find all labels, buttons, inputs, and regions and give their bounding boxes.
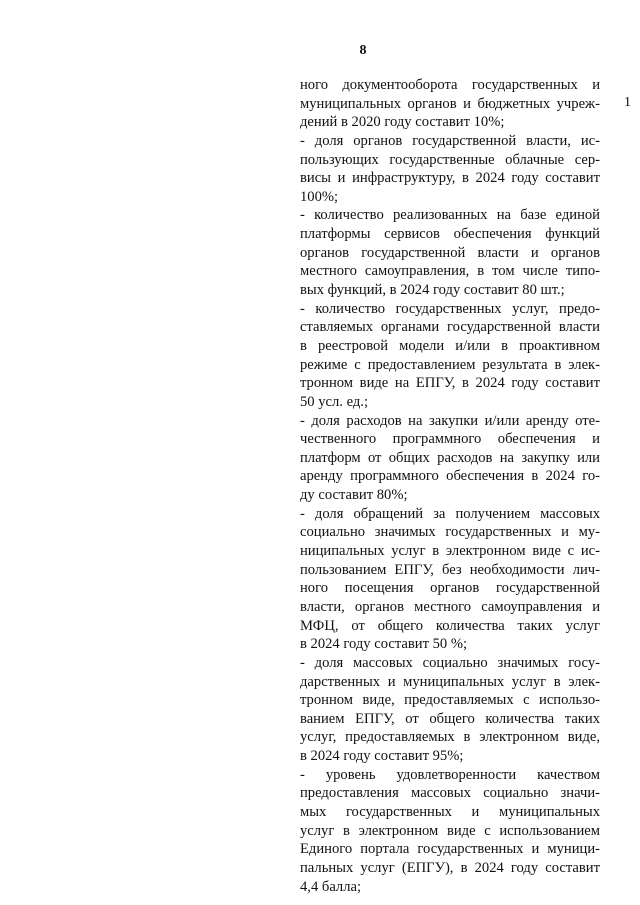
- text-line: ниципальных услуг в электронном виде с ис-: [300, 543, 600, 560]
- text-line: - уровень удовлетворенности качеством: [300, 766, 600, 783]
- text-line: ставляемых органами государственной власти: [300, 319, 600, 336]
- text-line: - количество реализованных на базе единой: [300, 207, 600, 224]
- text-line: тронном виде, предоставляемых с использо-: [300, 692, 600, 709]
- text-line: предоставления массовых социально значи-: [300, 785, 600, 802]
- text-line: ванием ЕПГУ, от общего количества таких: [300, 710, 600, 727]
- text-line: местного самоуправления, в том числе типо-: [300, 263, 600, 280]
- text-line: тронном виде на ЕПГУ, в 2024 году составит: [300, 375, 600, 392]
- text-column: [300, 76, 600, 896]
- text-line: аренду программного обеспечения в 2024 го-: [300, 468, 600, 485]
- text-line: в 2024 году составит 50 %;: [300, 636, 468, 653]
- text-line: власти, органов местного самоуправления и: [300, 598, 600, 615]
- text-line: МФЦ, от общего количества таких услуг: [300, 617, 600, 634]
- text-line: 100%;: [300, 188, 339, 205]
- page-number: 8: [359, 43, 367, 58]
- text-line: услуг, предоставляемых в электронном виде,: [300, 729, 600, 746]
- text-line: органов государственной власти и органов: [300, 244, 600, 261]
- text-line: дений в 2020 году составит 10%;: [300, 114, 505, 131]
- text-line: - доля массовых социально значимых госу-: [300, 654, 600, 671]
- text-line: 50 усл. ед.;: [300, 393, 369, 410]
- text-line: - доля обращений за получением массовых: [300, 505, 600, 522]
- text-line: пользующих государственные облачные сер-: [300, 151, 600, 168]
- text-line: в реестровой модели и/или в проактивном: [300, 337, 600, 354]
- text-line: Единого портала государственных и муници-: [300, 841, 600, 858]
- text-line: платформ от общих расходов на закупку или: [300, 449, 600, 466]
- text-line: режиме с предоставлением результата в элек-: [300, 356, 600, 373]
- text-line: - количество государственных услуг, предо-: [300, 300, 600, 317]
- text-line: 4,4 балла;: [300, 878, 362, 895]
- text-line: чественного программного обеспечения и: [300, 431, 600, 448]
- text-line: дарственных и муниципальных услуг в элек-: [300, 673, 600, 690]
- text-line: пользованием ЕПГУ, без необходимости лич-: [300, 561, 600, 578]
- text-line: ного документооборота государственных и: [300, 77, 600, 93]
- text-line: пальных услуг (ЕПГУ), в 2024 году составит: [300, 859, 600, 876]
- text-line: социально значимых государственных и му-: [300, 524, 600, 541]
- text-line: вых функций, в 2024 году составит 80 шт.;: [300, 282, 565, 299]
- text-line: платформы сервисов обеспечения функций: [300, 226, 600, 243]
- text-line: висы и инфраструктуру, в 2024 году составит: [300, 170, 600, 187]
- text-line: услуг в электронном виде с использованием: [300, 822, 600, 839]
- text-line: в 2024 году составит 95%;: [300, 748, 464, 765]
- text-line: муниципальных органов и бюджетных учреж-: [300, 95, 600, 112]
- text-line: ду составит 80%;: [300, 487, 408, 504]
- edge-mark: 1: [624, 95, 631, 110]
- text-line: мых государственных и муниципальных: [300, 803, 600, 820]
- text-line: ного посещения органов государственной: [300, 580, 600, 597]
- text-line: - доля органов государственной власти, ис-: [300, 132, 600, 149]
- text-line: - доля расходов на закупки и/или аренду оте-: [300, 412, 600, 429]
